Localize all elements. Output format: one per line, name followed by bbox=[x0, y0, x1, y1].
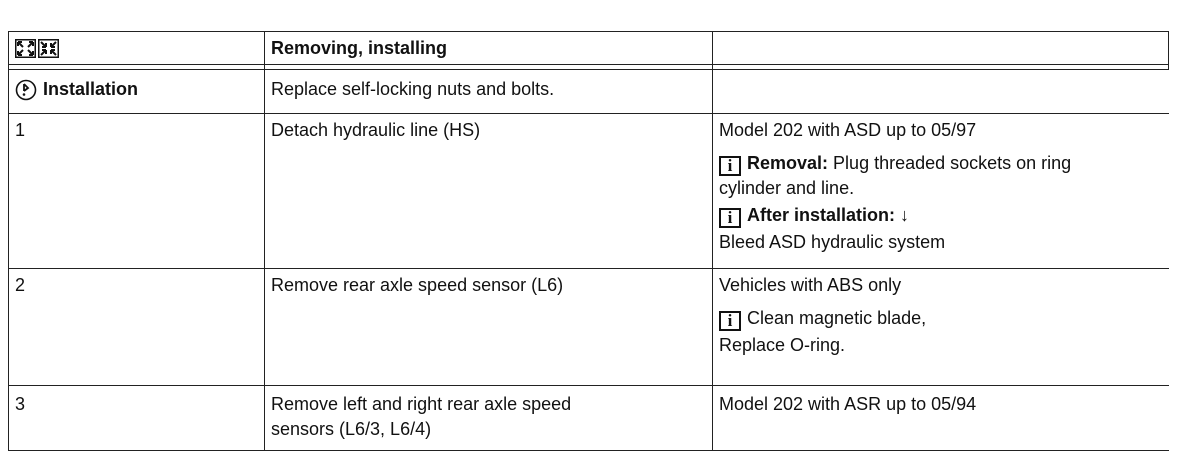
step-number: 3 bbox=[9, 386, 265, 451]
header-row bbox=[9, 32, 1169, 65]
removal-note bbox=[719, 151, 1163, 176]
header-title: Removing, installing bbox=[265, 32, 713, 65]
step-condition: Model 202 with ASD up to 05/97 bbox=[719, 120, 977, 140]
installation-empty-cell bbox=[713, 70, 1169, 114]
expand-arrows-icon bbox=[15, 39, 59, 58]
removal-label: Removal: bbox=[747, 153, 829, 173]
info-box-icon: i bbox=[719, 311, 741, 331]
installation-label-cell bbox=[9, 70, 265, 114]
step-notes bbox=[713, 386, 1169, 451]
info-text-cont: Replace O-ring. bbox=[719, 335, 846, 355]
removal-text-cont: cylinder and line. bbox=[719, 178, 855, 198]
info-note bbox=[719, 306, 1163, 331]
info-text: Clean magnetic blade, bbox=[747, 308, 927, 328]
step-action bbox=[265, 386, 713, 451]
step-number: 2 bbox=[9, 269, 265, 386]
down-arrow-icon: ↓ bbox=[900, 205, 910, 225]
procedure-table bbox=[8, 31, 1169, 451]
installation-circle-icon bbox=[15, 79, 37, 101]
step-action: Remove rear axle speed sensor (L6) bbox=[265, 269, 713, 386]
after-installation-label: After installation: bbox=[747, 205, 896, 225]
table-row bbox=[9, 269, 1169, 386]
installation-label: Installation bbox=[43, 79, 139, 99]
procedure-sheet bbox=[8, 31, 1168, 451]
installation-row bbox=[9, 70, 1169, 114]
step-notes bbox=[713, 269, 1169, 386]
installation-note: Replace self-locking nuts and bolts. bbox=[265, 70, 713, 114]
table-row bbox=[9, 386, 1169, 451]
header-icon-cell bbox=[9, 32, 265, 65]
header-empty-cell bbox=[713, 32, 1169, 65]
table-row bbox=[9, 114, 1169, 269]
after-installation-note bbox=[719, 203, 1163, 228]
info-box-icon: i bbox=[719, 156, 741, 176]
step-condition: Model 202 with ASR up to 05/94 bbox=[719, 394, 977, 414]
step-condition: Vehicles with ABS only bbox=[719, 275, 902, 295]
step-action: Detach hydraulic line (HS) bbox=[265, 114, 713, 269]
info-box-icon: i bbox=[719, 208, 741, 228]
removal-text: Plug threaded sockets on ring bbox=[833, 153, 1072, 173]
after-installation-text: Bleed ASD hydraulic system bbox=[719, 232, 946, 252]
step-notes bbox=[713, 114, 1169, 269]
step-action-line: Remove left and right rear axle speed bbox=[271, 394, 572, 414]
step-number: 1 bbox=[9, 114, 265, 269]
step-action-line: sensors (L6/3, L6/4) bbox=[271, 419, 432, 439]
